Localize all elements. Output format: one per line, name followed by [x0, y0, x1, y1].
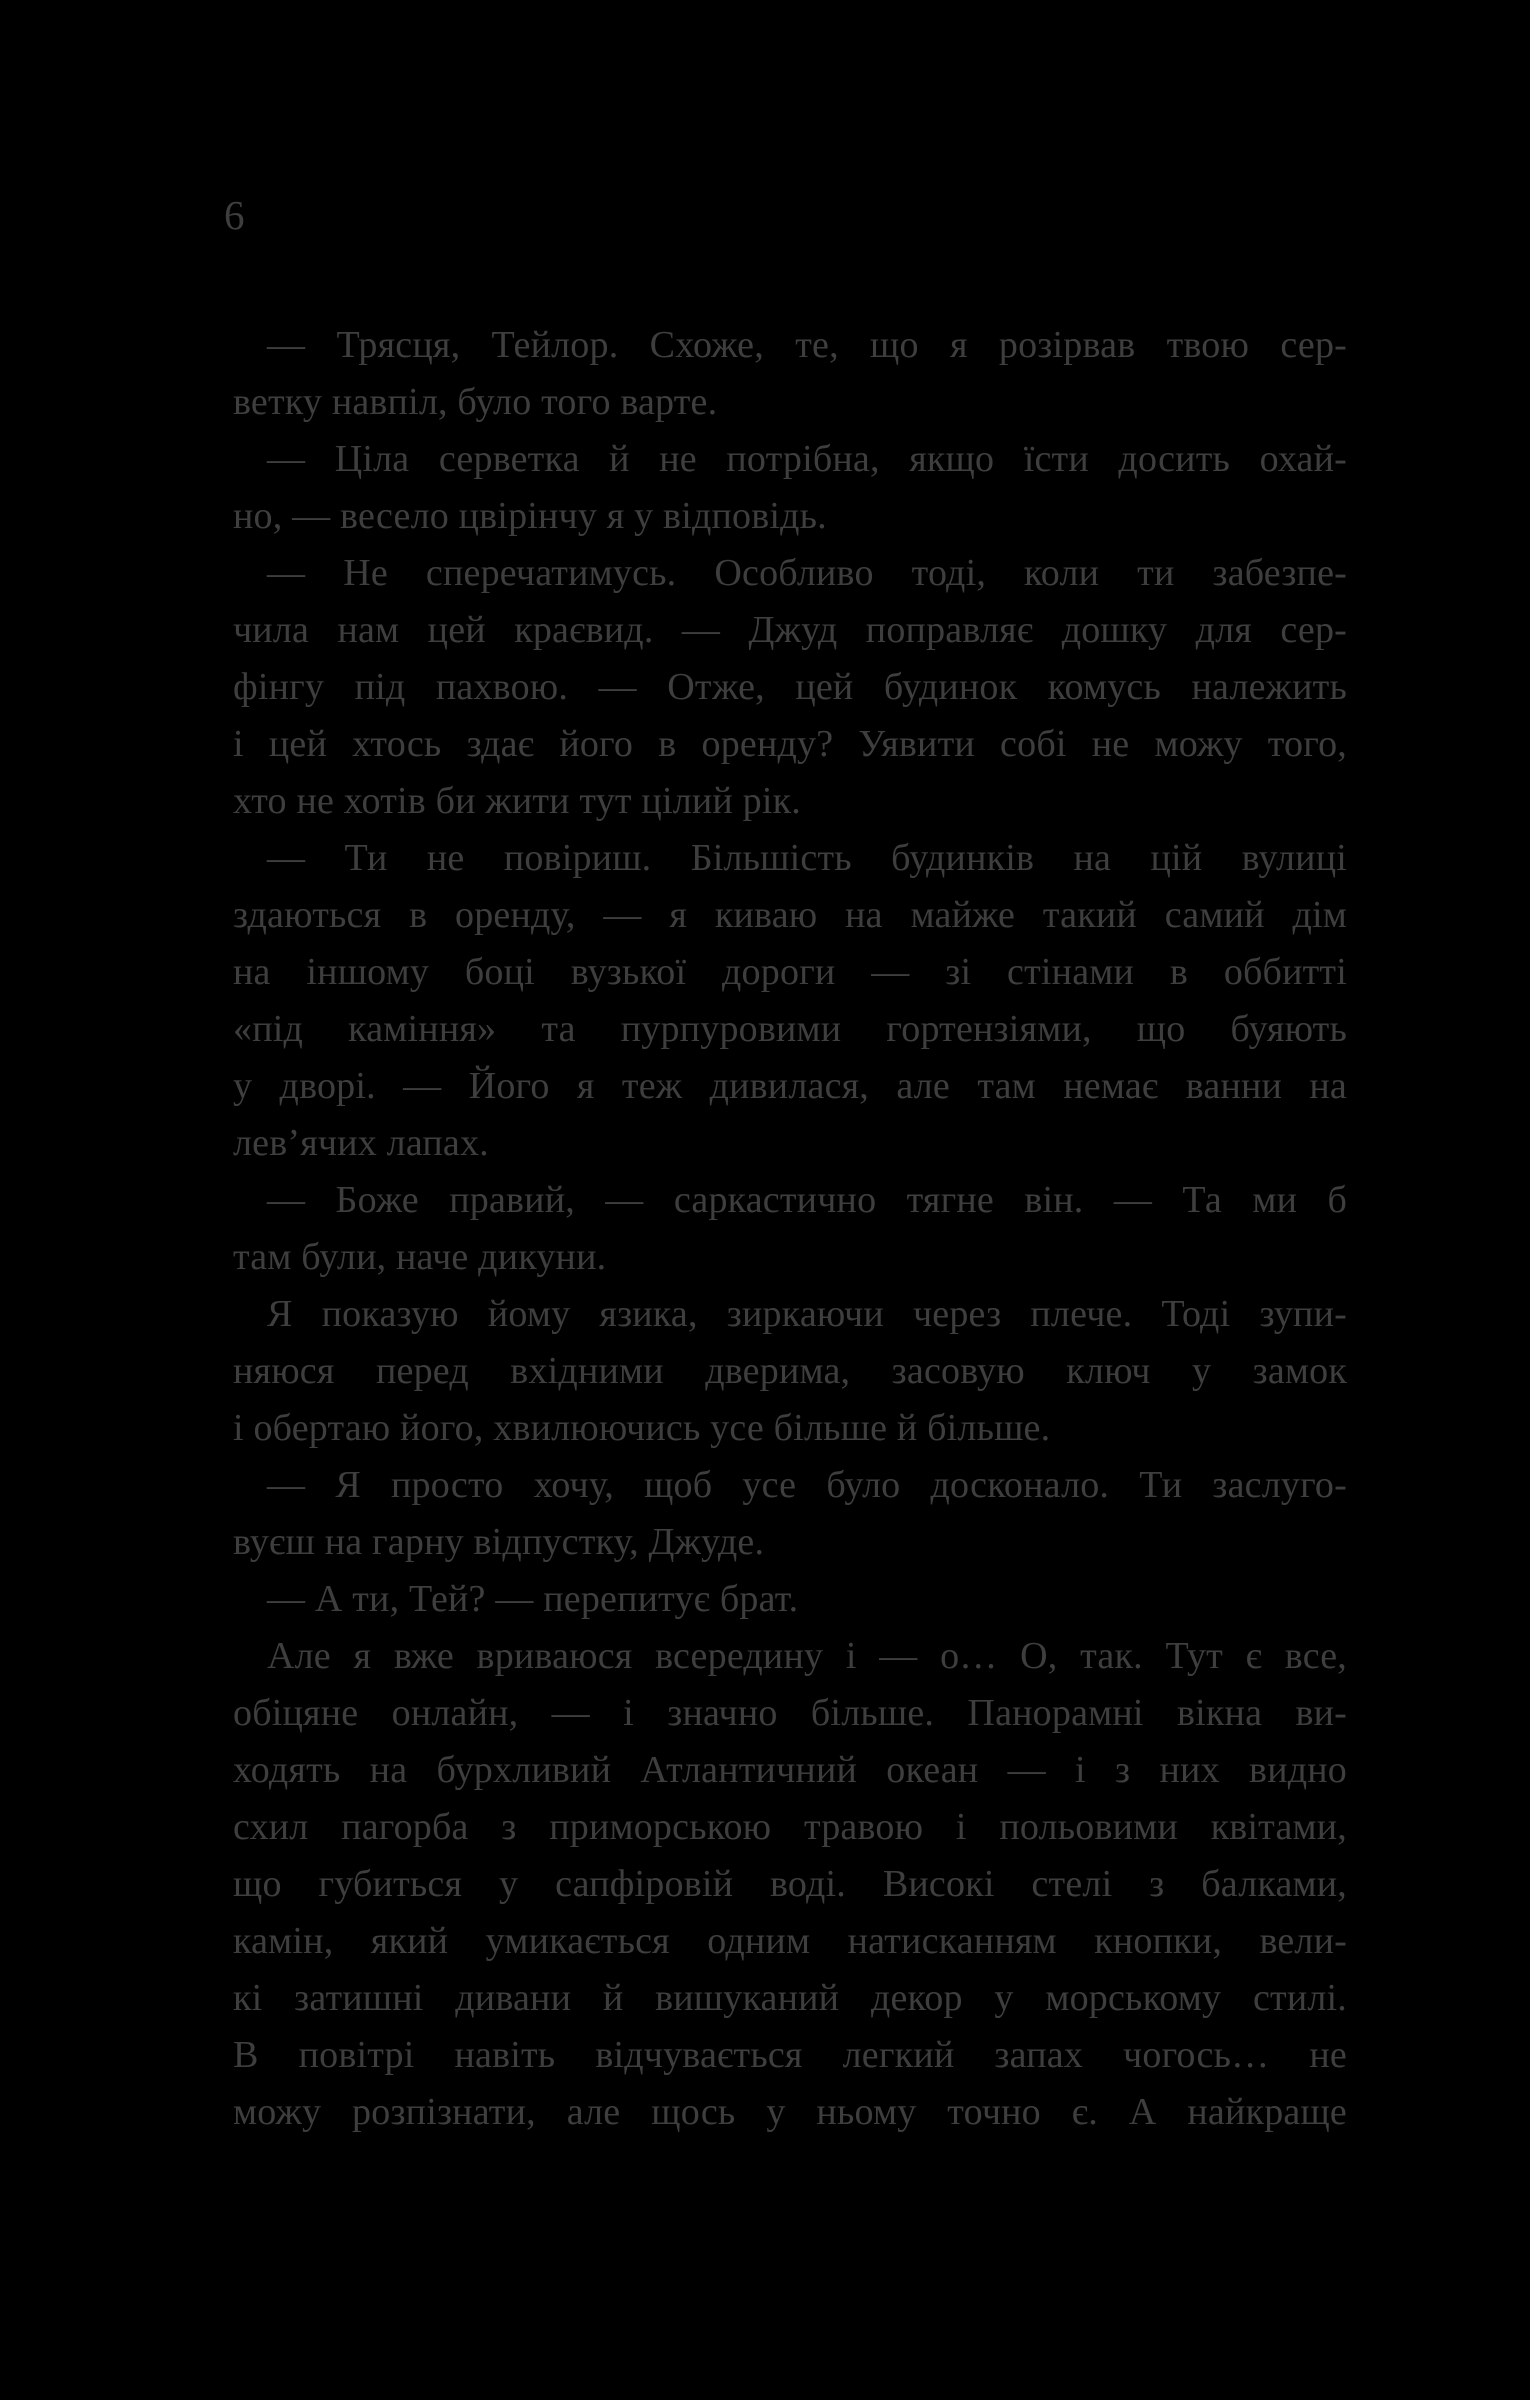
text-line: що губиться у сапфіровій воді. Високі стелі з балками,	[233, 1863, 1347, 1905]
text-line: вуєш на гарну відпустку, Джуде.	[233, 1521, 765, 1563]
text-line: хто не хотів би жити тут цілий рік.	[233, 780, 801, 822]
text-line: «під каміння» та пурпуровими гортензіями, що буяють	[233, 1008, 1347, 1050]
text-line: В повітрі навіть відчувається легкий запах чогось… не	[233, 2034, 1347, 2076]
text-line: здаються в оренду, — я киваю на майже такий самий дім	[233, 894, 1347, 936]
text-line: на іншому боці вузької дороги — зі стінами в оббитті	[233, 951, 1347, 993]
text-line: — Не сперечатимусь. Особливо тоді, коли ти забезпе-	[267, 552, 1347, 594]
text-line: ходять на бурхливий Атлантичний океан — і з них видно	[233, 1749, 1347, 1791]
text-line: — А ти, Тей? — перепитує брат.	[267, 1578, 799, 1620]
text-line: — Ціла серветка й не потрібна, якщо їсти досить охай-	[267, 438, 1347, 480]
text-line: лев’ячих лапах.	[233, 1122, 489, 1164]
text-line: можу розпізнати, але щось у ньому точно є. А найкраще	[233, 2091, 1347, 2133]
text-line: фінгу під пахвою. — Отже, цей будинок комусь належить	[233, 666, 1347, 708]
page-text	[233, 317, 1347, 2141]
page-number: 6	[224, 192, 245, 238]
text-line: чила нам цей краєвид. — Джуд поправляє дошку для сер-	[233, 609, 1347, 651]
text-line: кі затишні дивани й вишуканий декор у морському стилі.	[233, 1977, 1347, 2019]
text-line: камін, який умикається одним натисканням кнопки, вели-	[233, 1920, 1347, 1962]
text-line: — Я просто хочу, щоб усе було досконало. Ти заслуго-	[267, 1464, 1347, 1506]
text-line: няюся перед вхідними дверима, засовую ключ у замок	[233, 1350, 1347, 1392]
text-line: обіцяне онлайн, — і значно більше. Панорамні вікна ви-	[233, 1692, 1347, 1734]
text-line: ветку навпіл, було того варте.	[233, 381, 718, 423]
text-line: Я показую йому язика, зиркаючи через плече. Тоді зупи-	[267, 1293, 1347, 1335]
text-line: — Боже правий, — саркастично тягне він. — Та ми б	[267, 1179, 1347, 1221]
text-line: у дворі. — Його я теж дивилася, але там немає ванни на	[233, 1065, 1347, 1107]
text-line: — Ти не повіриш. Більшість будинків на цій вулиці	[267, 837, 1347, 879]
text-line: — Трясця, Тейлор. Схоже, те, що я розірвав твою сер-	[267, 324, 1347, 366]
text-line: і обертаю його, хвилюючись усе більше й більше.	[233, 1407, 1051, 1449]
text-line: там були, наче дикуни.	[233, 1236, 607, 1278]
text-line: схил пагорба з приморською травою і польовими квітами,	[233, 1806, 1347, 1848]
text-line: і цей хтось здає його в оренду? Уявити собі не можу того,	[233, 723, 1347, 765]
text-line: но, — весело цвірінчу я у відповідь.	[233, 495, 827, 537]
text-line: Але я вже вриваюся всередину і — о… О, так. Тут є все,	[267, 1635, 1347, 1677]
